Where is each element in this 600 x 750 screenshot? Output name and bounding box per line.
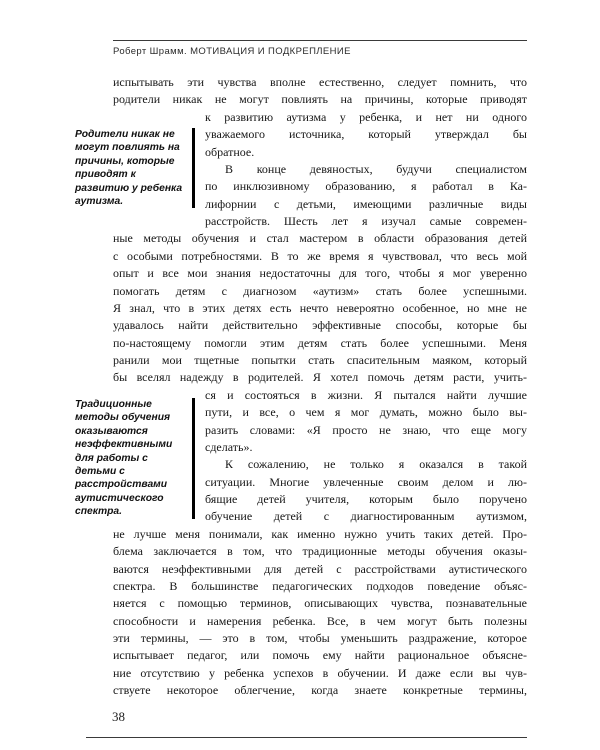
text-line: спектра. В большинстве педагогических подходов поведение объяс- xyxy=(113,578,527,593)
text-line: обучение детей с диагностированным аутизмом, xyxy=(205,509,527,524)
footer-rule xyxy=(86,737,527,738)
body-text xyxy=(113,74,527,700)
text-line: блема заключается в том, что традиционные методы обучения оказы- xyxy=(113,544,527,559)
text-line: ваются неэффективными для детей с расстройствами аутистического xyxy=(113,561,527,576)
text-line: К сожалению, не только я оказался в такой xyxy=(225,457,527,472)
text-line: по инклюзивному образованию, я работал в Ка- xyxy=(205,179,527,194)
running-header-title: Роберт Шрамм. МОТИВАЦИЯ И ПОДКРЕПЛЕНИЕ xyxy=(113,46,351,57)
text-line: не лучше меня понимали, как именно нужно учить таких детей. Про- xyxy=(113,526,527,541)
text-line: испытывает педагог, или помочь ему найти рациональное объясне- xyxy=(113,648,527,663)
text-line: с особыми потребностями. В то же время я чувствовал, что весь мой xyxy=(113,248,527,263)
text-line: бы вселял надежду в родителей. Я хотел помочь детям расти, учить- xyxy=(113,370,527,385)
margin-note-2: Традиционные методы обучения оказываются неэффективными для работы с детьми с расстройствами аутистического спектра. xyxy=(75,398,195,519)
text-line: способности и намерения ребенка. Все, в чем могут быть полезны xyxy=(113,613,527,628)
text-line: к развитию аутизма у ребенка, и нет ни одного xyxy=(205,109,527,124)
text-line: ранили мои тщетные попытки стать спасительным маяком, который xyxy=(113,353,527,367)
text-line: ные методы обучения и стал мастером в области образования детей xyxy=(113,231,527,246)
text-line: расстройств. Шесть лет я изучал самые современ- xyxy=(205,214,527,228)
text-line: бящие детей учителя, которым было поручено xyxy=(205,492,527,506)
page-number: 38 xyxy=(112,709,125,724)
text-line: помогать детям с диагнозом «аутизм» стать более успешными. xyxy=(113,283,527,298)
text-line: обратное. xyxy=(205,144,255,159)
text-line: опыт и все мои знания недостаточны для того, чтобы я мог уверенно xyxy=(113,266,527,281)
text-line: родители никак не могут повлиять на причины, которые приводят xyxy=(113,92,527,107)
margin-note-1: Родители никак не могут повлиять на причины, которые приводят к развитию у ребенка аутизма. xyxy=(75,128,195,208)
text-line: разить словами: «Я просто не знаю, что еще могу xyxy=(205,422,527,437)
text-line: уважаемого источника, который утверждал бы xyxy=(205,127,527,142)
text-line: удавалось найти действительно эффективные способы, которые бы xyxy=(113,318,527,333)
text-line: сделать». xyxy=(205,439,253,454)
text-line: испытывать эти чувства вполне естественно, следует помнить, что xyxy=(113,75,527,89)
text-line: пути, и все, о чем я мог думать, можно было вы- xyxy=(205,405,527,420)
text-line: по-настоящему помогли этим детям стать более успешными. Меня xyxy=(113,335,527,350)
text-line: ся и состояться в жизни. Я пытался найти лучшие xyxy=(205,387,527,402)
text-line: ствуете некоторое облегчение, когда знаете конкретные термины, xyxy=(113,683,527,698)
text-line: В конце девяностых, будучи специалистом xyxy=(225,161,527,176)
page-header xyxy=(113,40,527,57)
text-line: ситуации. Многие увлеченные своим делом и лю- xyxy=(205,474,527,489)
text-line: няется с помощью терминов, описывающих чувства, познавательные xyxy=(113,596,527,611)
text-line: эти термины, — это в том, чтобы уменьшить раздражение, которое xyxy=(113,631,527,645)
text-line: Я знал, что в этих детях есть нечто невероятно особенное, но мне не xyxy=(113,300,527,315)
text-line: ние отсутствию у ребенка успехов в обучении. И даже если вы чув- xyxy=(113,665,527,680)
text-line: лифорнии с детьми, имеющими различные виды xyxy=(205,196,527,211)
